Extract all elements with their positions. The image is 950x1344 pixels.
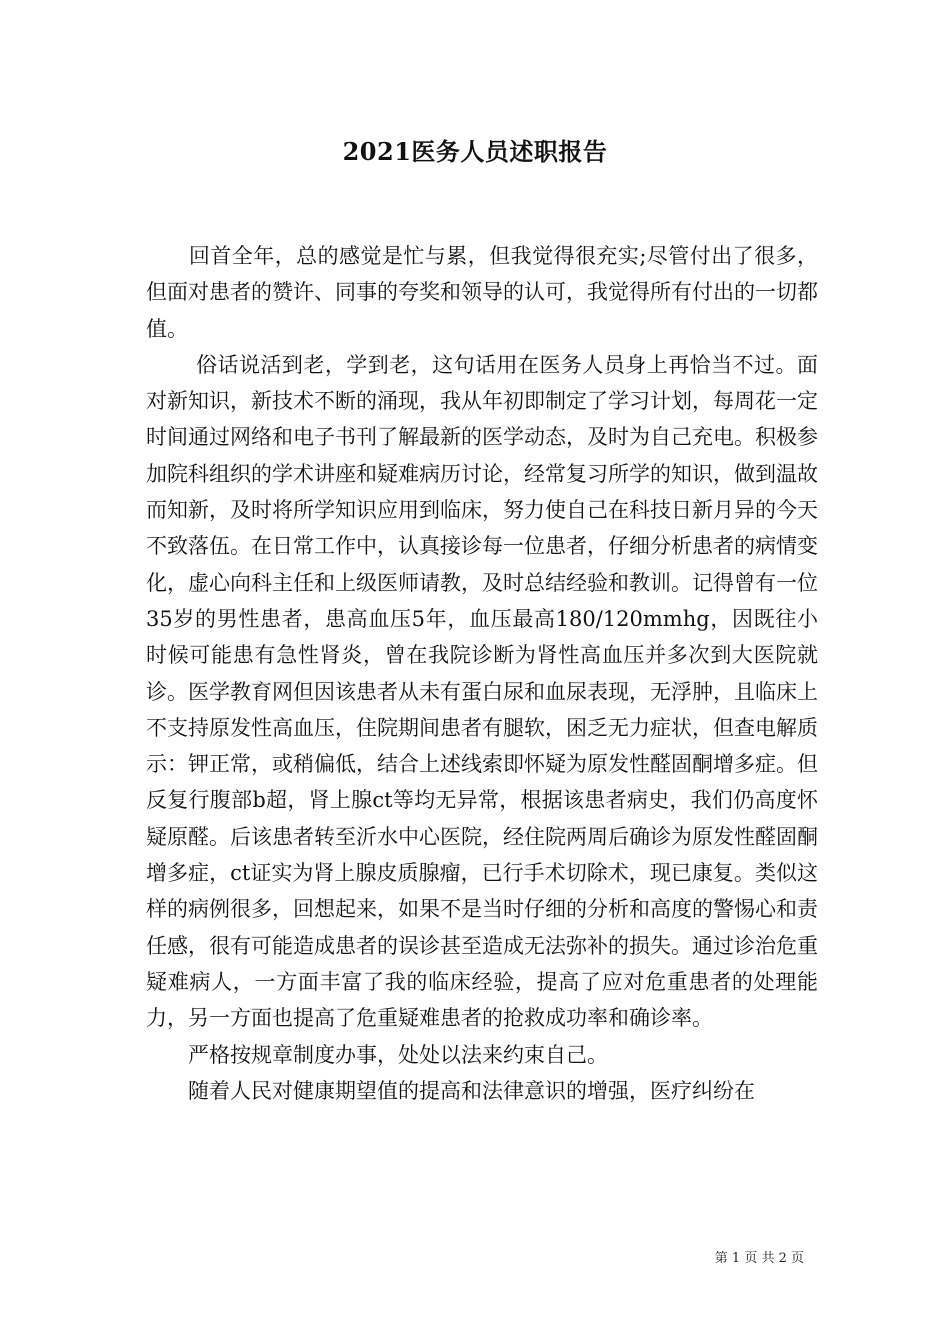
paragraph-learning: 俗话说活到老，学到老，这句话用在医务人员身上再恰当不过。面对新知识，新技术不断的涌现，我从年初即制定了学习计划，每周花一定时间通过网络和电子书刊了解最新的医学动态，及时为自己充电。积极参加院科组织的学术讲座和疑难病历讨论，经常复习所学的知识，做到温故而知新，及时将所学知识应用到临床，努力使自己在科技日新月异的今天不致落伍。在日常工作中，认真接诊每一位患者，仔细分析患者的病情变化，虚心向科主任和上级医师请教，及时总结经验和教训。记得曾有一位35岁的男性患者，患高血压5年，血压最高180/120mmhg，因既往小时候可能患有急性肾炎，曾在我院诊断为肾性高血压并多次到大医院就诊。医学教育网但因该患者从未有蛋白尿和血尿表现，无浮肿，且临床上不支持原发性高血压，住院期间患者有腿软，困乏无力症状，但查电解质示：钾正常，或稍偏低，结合上述线索即怀疑为原发性醛固酮增多症。但反复行腹部b超，肾上腺ct等均无异常，根据该患者病史，我们仍高度怀疑原醛。后该患者转至沂水中心医院，经住院两周后确诊为原发性醛固酮增多症，ct证实为肾上腺皮质腺瘤，已行手术切除术，现已康复。类似这样的病例很多，回想起来，如果不是当时仔细的分析和高度的警惕心和责任感，很有可能造成患者的误诊甚至造成无法弥补的损失。通过诊治危重疑难病人，一方面丰富了我的临床经验，提高了应对危重患者的处理能力，另一方面也提高了危重疑难患者的抢救成功率和确诊率。 <box>146 352 818 1031</box>
paragraph-disputes: 随着人民对健康期望值的提高和法律意识的增强，医疗纠纷在 <box>146 1078 755 1103</box>
paragraph-rules: 严格按规章制度办事，处处以法来约束自己。 <box>146 1042 608 1067</box>
document-body <box>146 238 818 1109</box>
paragraph-intro: 回首全年，总的感觉是忙与累，但我觉得很充实;尽管付出了很多，但面对患者的赞许、同事的夸奖和领导的认可，我觉得所有付出的一切都值。 <box>146 244 818 341</box>
document-title: 2021医务人员述职报告 <box>342 137 608 166</box>
page-number: 第 1 页 共 2 页 <box>714 1251 804 1266</box>
